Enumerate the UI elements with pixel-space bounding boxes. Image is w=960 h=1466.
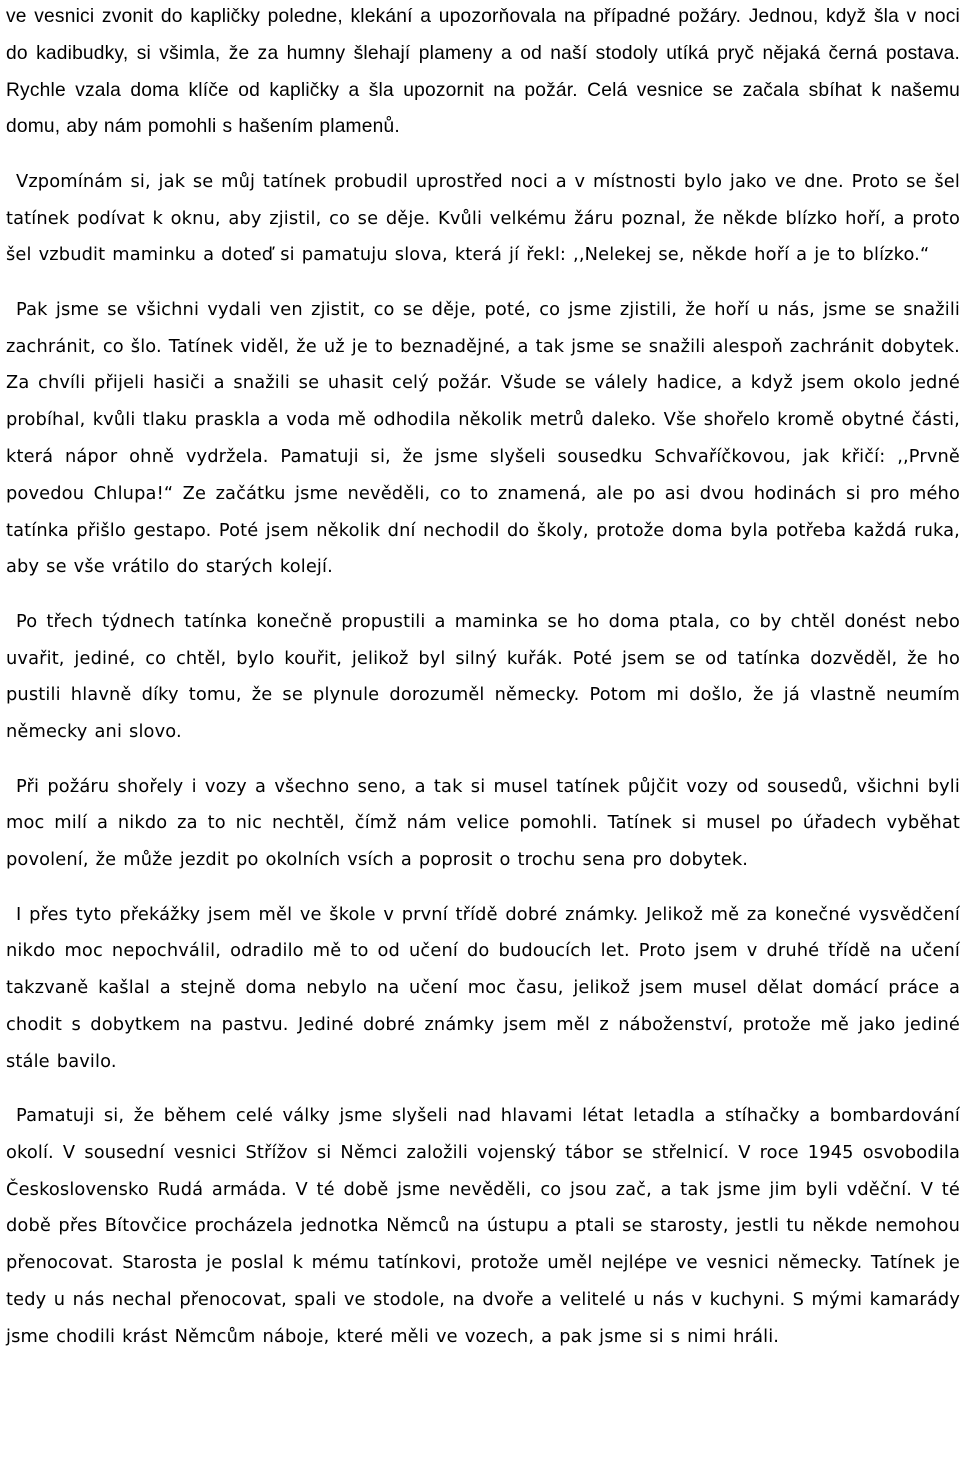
paragraph-2: Vzpomínám si, jak se můj tatínek probudil uprostřed noci a v místnosti bylo jako ve dne. Proto se šel tatínek podívat k oknu, aby zjistil, co se děje. Kvůli velkému žáru poznal, že někde blízko hoří, a proto šel vzbudit maminku a doteď si pamatuju slova, která jí řekl: ,,Nelekej se, někde hoří a je to blízko.“ — [6, 170, 960, 266]
paragraph-4: Po třech týdnech tatínka konečně propustili a maminka se ho doma ptala, co by chtěl donést nebo uvařit, jediné, co chtěl, bylo kouřit, jelikož byl silný kuřák. Poté jsem se od tatínka dozvěděl, že ho pustili hlavně díky tomu, že se plynule dorozuměl německy. Potom mi došlo, že já vlastně neumím německy ani slovo. — [6, 610, 960, 743]
paragraph-7: Pamatuji si, že během celé války jsme slyšeli nad hlavami létat letadla a stíhačky a bombardování okolí. V sousední vesnici Střížov si Němci založili vojenský tábor se střelnicí. V roce 1945 osvobodila Československo Rudá armáda. V té době jsme nevěděli, co jsou zač, a tak jsme jim byli vděční. V té době přes Bítovčice procházela jednotka Němců na ústupu a ptali se starosty, jestli tu někde nemohou přenocovat. Starosta je poslal k mému tatínkovi, protože uměl nejlépe ve vesnici německy. Tatínek je tedy u nás nechal přenocovat, spali ve stodole, na dvoře a velitelé u nás v kuchyni. S mými kamarády jsme chodili krást Němcům náboje, které měli ve vozech, a pak jsme si s nimi hráli. — [6, 1105, 960, 1347]
paragraph-6: I přes tyto překážky jsem měl ve škole v první třídě dobré známky. Jelikož mě za konečné vysvědčení nikdo moc nepochválil, odradilo mě to od učení do budoucích let. Proto jsem v druhé třídě na učení takzvaně kašlal a stejně doma nebylo na učení moc času, jelikož jsem musel dělat domácí práce a chodit s dobytkem na pastvu. Jediné dobré známky jsem měl z náboženství, protože mě jako jediné stále bavilo. — [6, 903, 960, 1072]
paragraph-1: ve vesnici zvonit do kapličky poledne, klekání a upozorňovala na případné požáry. Jednou, když šla v noci do kadibudky, si všimla, že za humny šlehají plameny a od naší stodoly utíká pryč nějaká černá postava. Rychle vzala doma klíče od kapličky a šla upozornit na požár. Celá vesnice se začala sbíhat k našemu domu, aby nám pomohli s hašením plamenů. — [6, 6, 960, 138]
paragraph-3: Pak jsme se všichni vydali ven zjistit, co se děje, poté, co jsme zjistili, že hoří u nás, jsme se snažili zachránit, co šlo. Tatínek viděl, že už je to beznadějné, a tak jsme se snažili alespoň zachránit dobytek. Za chvíli přijeli hasiči a snažili se uhasit celý požár. Všude se válely hadice, a když jsem okolo jedné probíhal, kvůli tlaku praskla a voda mě odhodila několik metrů daleko. Vše shořelo kromě obytné části, která nápor ohně vydržela. Pamatuji si, že jsme slyšeli sousedku Schvaříčkovou, jak křičí: ,,Prvně povedou Chlupa!“ Ze začátku jsme nevěděli, co to znamená, ale po asi dvou hodinách si pro mého tatínka přišlo gestapo. Poté jsem několik dní nechodil do školy, protože doma byla potřeba každá ruka, aby se vše vrátilo do starých kolejí. — [6, 298, 960, 578]
paragraph-5: Při požáru shořely i vozy a všechno seno, a tak si musel tatínek půjčit vozy od sousedů, všichni byli moc milí a nikdo za to nic nechtěl, čímž nám velice pomohli. Tatínek si musel po úřadech vyběhat povolení, že může jezdit po okolních vsích a poprosit o trochu sena pro dobytek. — [6, 775, 960, 871]
